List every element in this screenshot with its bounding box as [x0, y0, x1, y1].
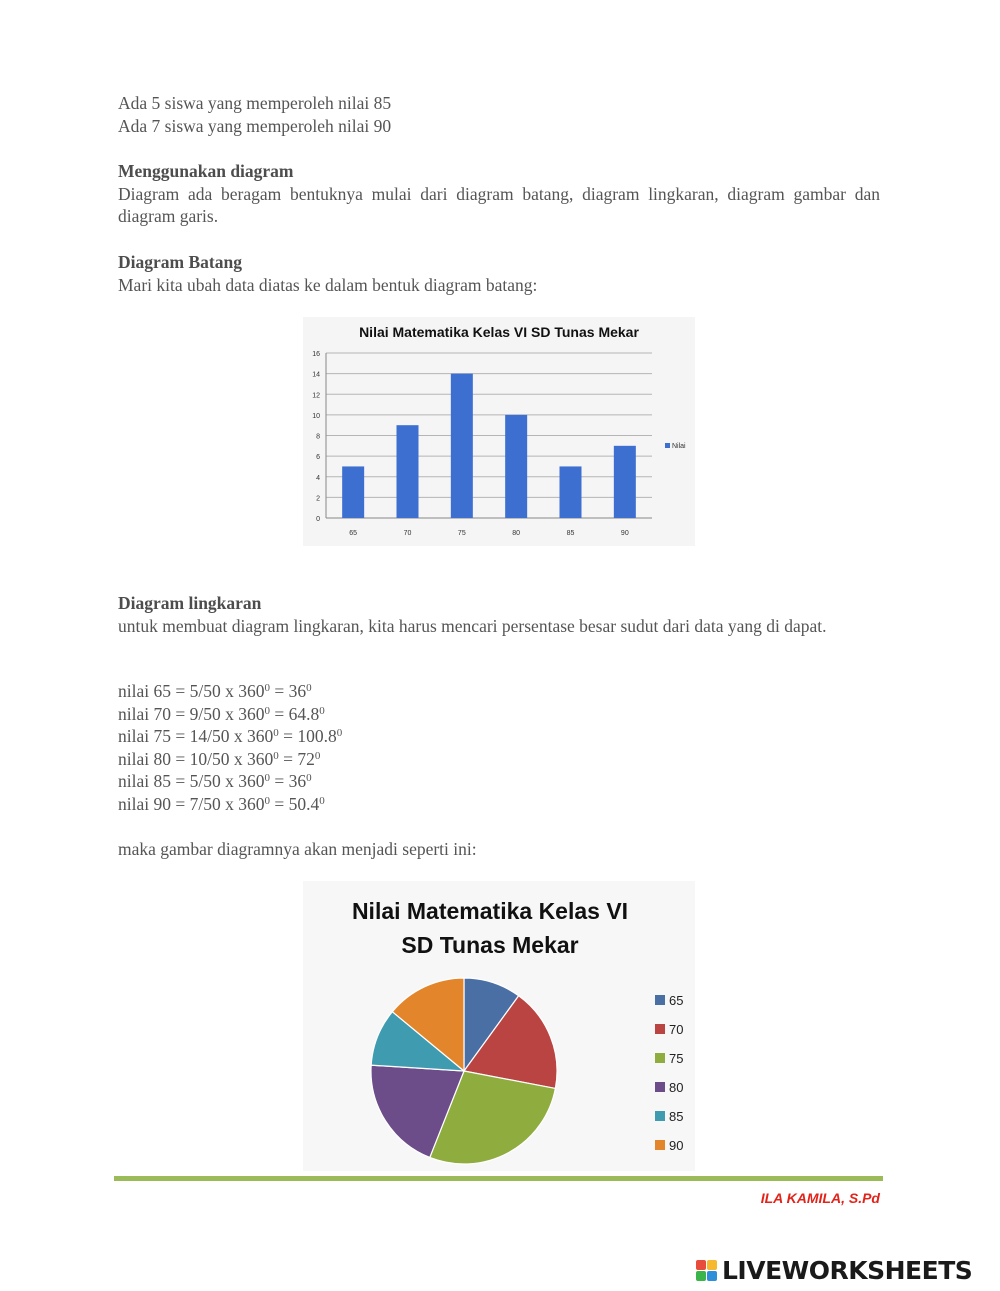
formula-line: nilai 75 = 14/50 x $360^0 = 100.8^0$: [118, 726, 343, 746]
y-tick-label: 16: [312, 351, 320, 358]
legend-label: 80: [669, 1080, 684, 1095]
section-paragraph: Mari kita ubah data diatas ke dalam bentuk diagram batang:: [118, 274, 538, 295]
legend-label: 70: [669, 1022, 684, 1037]
y-tick-label: 12: [312, 392, 320, 400]
legend-label: Nilai: [672, 443, 686, 450]
x-tick-label: 70: [403, 530, 412, 537]
x-tick-label: 90: [620, 530, 629, 537]
legend-label: 75: [669, 1051, 684, 1066]
legend-label: 65: [669, 993, 684, 1008]
section-pie-diagram: [118, 592, 880, 637]
formula-line: nilai 80 = 10/50 x $360^0 = 72^0$: [118, 748, 321, 769]
y-tick-label: 2: [316, 495, 320, 503]
legend-swatch: [655, 1024, 665, 1034]
chart-title: Nilai Matematika Kelas VI SD Tunas Mekar: [359, 324, 639, 340]
legend-swatch: [655, 1111, 665, 1121]
intro-line: Ada 5 siswa yang memperoleh nilai 85: [118, 93, 392, 113]
logo-tile: [696, 1260, 706, 1270]
legend-swatch: [655, 1082, 665, 1092]
section-paragraph: maka gambar diagramnya akan menjadi seperti ini:: [118, 839, 477, 859]
x-tick-label: 85: [566, 530, 575, 537]
formula-list: [118, 680, 880, 815]
bar: [614, 446, 636, 518]
chart-title-line: SD Tunas Mekar: [401, 932, 579, 958]
author-name: ILA KAMILA, S.Pd: [760, 1190, 880, 1206]
bar: [560, 466, 582, 518]
footer-divider: [114, 1176, 883, 1181]
intro-line: Ada 7 siswa yang memperoleh nilai 90: [118, 115, 392, 136]
formula-line: nilai 90 = 7/50 x $360^0 = 50.4^0$: [118, 793, 325, 814]
bar: [451, 374, 473, 518]
pie-chart-svg: [303, 881, 695, 1171]
y-tick-label: 6: [316, 454, 320, 462]
legend-swatch: [665, 443, 670, 448]
formula-line: nilai 65 = 5/50 x $360^0 = 36^0$: [118, 681, 312, 701]
logo-tile: [696, 1271, 706, 1281]
pie-intro: [118, 838, 880, 861]
legend-swatch: [655, 1053, 665, 1063]
y-tick-label: 0: [316, 516, 320, 523]
liveworksheets-logo-icon: [696, 1260, 717, 1281]
x-tick-label: 80: [512, 530, 521, 537]
formula-line: nilai 70 = 9/50 x $360^0 = 64.8^0$: [118, 703, 325, 724]
bar-chart-svg: [303, 317, 695, 546]
section-using-diagram: [118, 160, 880, 228]
y-tick-label: 8: [316, 433, 320, 441]
y-tick-label: 4: [316, 474, 320, 482]
x-tick-label: 65: [349, 530, 358, 537]
logo-tile: [707, 1271, 717, 1281]
section-paragraph: untuk membuat diagram lingkaran, kita harus mencari persentase besar sudut dari data yang di dapat.: [118, 615, 827, 636]
legend-swatch: [655, 995, 665, 1005]
intro-text: [118, 92, 880, 137]
bar: [397, 425, 419, 518]
y-tick-label: 10: [312, 412, 320, 420]
bar: [342, 466, 364, 518]
logo-tile: [707, 1260, 717, 1270]
legend-swatch: [655, 1140, 665, 1150]
x-tick-label: 75: [457, 530, 466, 537]
formula-line: nilai 85 = 5/50 x $360^0 = 36^0$: [118, 771, 312, 791]
y-tick-label: 14: [312, 371, 320, 379]
section-heading: Diagram Batang: [118, 252, 242, 272]
section-heading: Menggunakan diagram: [118, 161, 294, 181]
legend-label: 85: [669, 1109, 684, 1124]
section-bar-diagram: [118, 251, 880, 296]
section-heading: Diagram lingkaran: [118, 593, 262, 613]
pie-chart: [303, 881, 695, 1171]
liveworksheets-brand[interactable]: [696, 1255, 972, 1285]
bar-chart: [303, 317, 695, 546]
liveworksheets-wordmark: LIVEWORKSHEETS: [722, 1255, 973, 1285]
chart-title-line: Nilai Matematika Kelas VI: [351, 898, 629, 924]
legend-label: 90: [669, 1138, 684, 1153]
bar: [505, 415, 527, 518]
section-paragraph: Diagram ada beragam bentuknya mulai dari diagram batang, diagram lingkaran, diagram gambar dan diagram garis.: [118, 183, 880, 226]
